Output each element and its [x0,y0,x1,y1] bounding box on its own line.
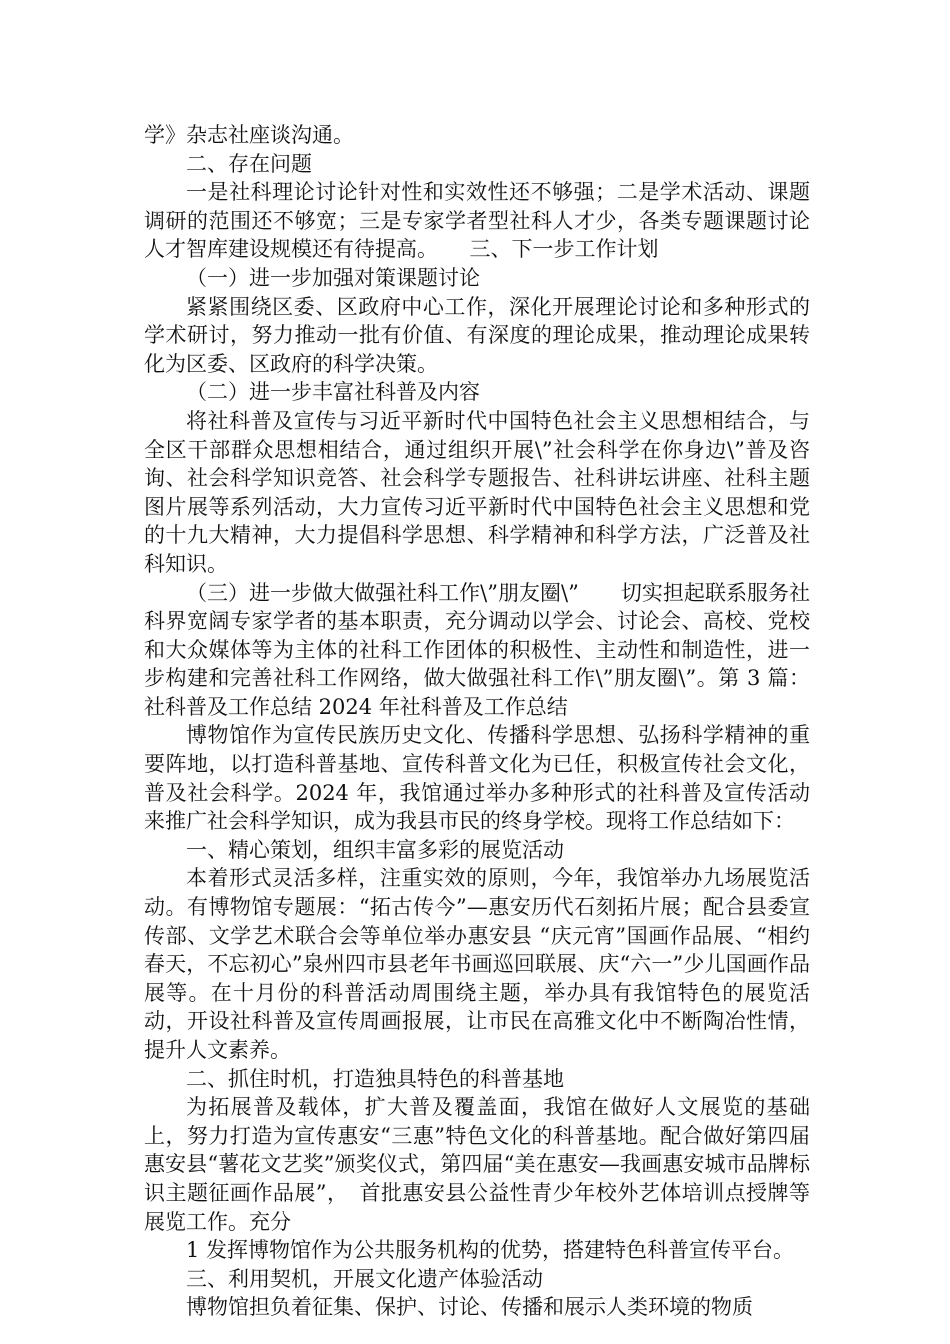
section-heading-science-base: 二、抓住时机，打造独具特色的科普基地 [186,1066,564,1091]
paragraph-friend-circle: （三）进一步做大做强社科工作\”朋友圈\” 切实担起联系服务社科界宽阔专家学者的基本职责，充分调动以学会、讨论会、高校、党校和大众媒体等为主体的社科工作团体的积极性、主动性和制造性，进一步构建和完善社科工作网络，做大做强社科工作\”朋友圈\”。第 3 篇：社科普及工作总结 2024 年社科普及工作总结 [144,580,810,719]
paragraph-museum-intro: 博物馆作为宣传民族历史文化、传播科学思想、弘扬科学精神的重要阵地，以打造科普基地、宣传科普文化为已任，积极宣传社会文化，普及社会科学。2024 年，我馆通过举办多种形式的社科普及宣传活动来推广社会科学知识，成为我县市民的终身学校。现将工作总结如下： [144,723,810,834]
paragraph-continuation: 学》杂志社座谈沟通。 [144,123,354,147]
subheading-research: （一）进一步加强对策课题讨论 [186,265,480,290]
paragraph-popularization: 将社科普及宣传与习近平新时代中国特色社会主义思想相结合，与全区干部群众思想相结合，通过组织开展\”社会科学在你身边\”普及咨询、社会科学知识竞答、社会科学专题报告、社科讲坛讲座、社科主题图片展等系列活动，大力宣传习近平新时代中国特色社会主义思想和党的十九大精神，大力提倡科学思想、科学精神和科学方法，广泛普及社科知识。 [144,408,810,576]
subheading-popularization: （二）进一步丰富社科普及内容 [186,380,480,405]
paragraph-exhibitions: 本着形式灵活多样，注重实效的原则，今年，我馆举办九场展览活动。有博物馆专题展：“拓古传今”—惠安历代石刻拓片展；配合县委宣传部、文学艺术联合会等单位举办惠安县 “庆元宵”国画作品展、“相约春天，不忘初心”泉州四市县老年书画巡回联展、庆“六一”少儿国画作品展等。在十月份的科普活动周围绕主题，举办具有我馆特色的展览活动，开设社科普及宣传周画报展，让市民在高雅文化中不断陶冶性情，提升人文素养。 [144,866,810,1062]
paragraph-public-service: 1 发挥博物馆作为公共服务机构的优势，搭建特色科普宣传平台。 [186,1238,795,1263]
paragraph-science-base: 为拓展普及载体，扩大普及覆盖面，我馆在做好人文展览的基础上，努力打造为宣传惠安“三惠”特色文化的科普基地。配合做好第四届惠安县“薯花文艺奖”颁奖仪式，第四届“美在惠安—我画惠安城市品牌标识主题征画作品展”， 首批惠安县公益性青少年校外艺体培训点授牌等展览工作。充分 [144,1095,810,1234]
section-heading-heritage: 三、利用契机，开展文化遗产体验活动 [186,1266,543,1291]
paragraph-heritage: 博物馆担负着征集、保护、讨论、传播和展示人类环境的物质 [186,1295,753,1320]
paragraph-research: 紧紧围绕区委、区政府中心工作，深化开展理论讨论和多种形式的学术研讨，努力推动一批有价值、有深度的理论成果，推动理论成果转化为区委、区政府的科学决策。 [144,294,810,376]
section-heading-problems: 二、存在问题 [186,151,312,176]
document-page [144,121,810,1322]
section-heading-exhibitions: 一、精心策划，组织丰富多彩的展览活动 [186,837,564,862]
paragraph-problems: 一是社科理论讨论针对性和实效性还不够强；二是学术活动、课题调研的范围还不够宽；三是专家学者型社科人才少，各类专题课题讨论人才智库建设规模还有待提高。 三、下一步工作计划 [144,180,810,262]
